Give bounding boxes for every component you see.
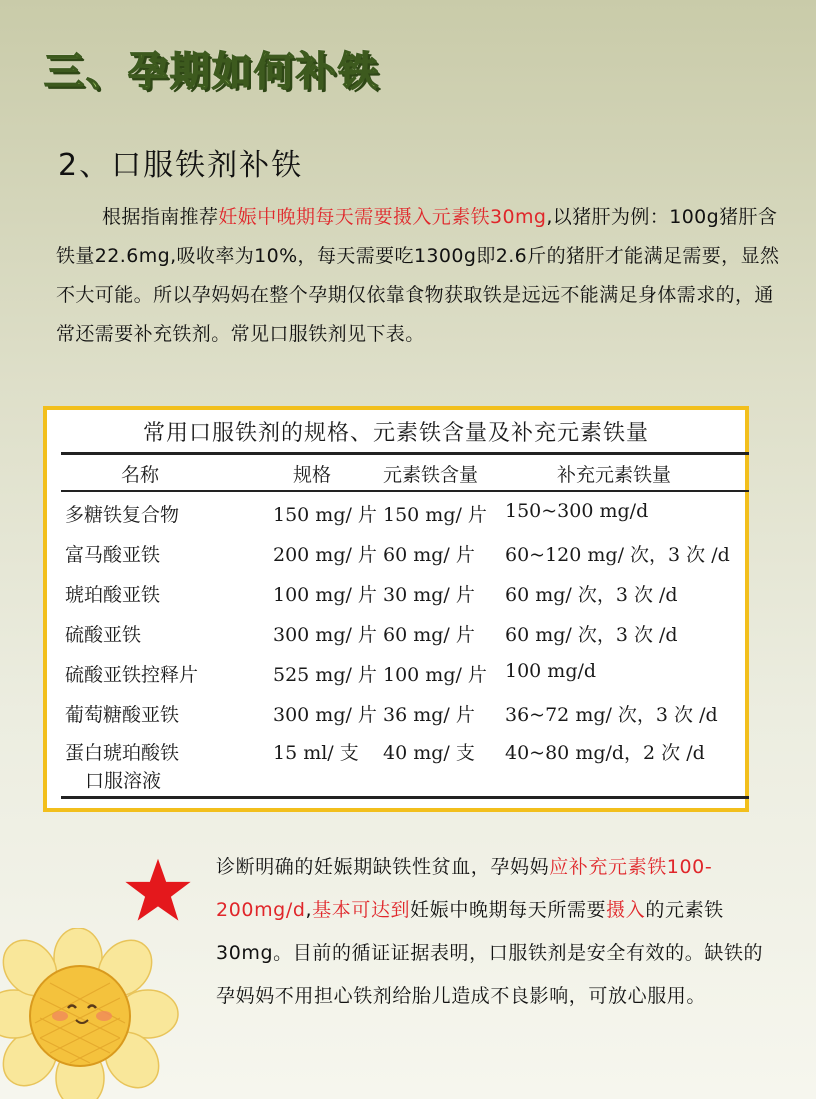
cell-supplement: 100 mg/d [505, 660, 597, 682]
cell-name-line2: 口服溶液 [85, 770, 162, 792]
cell-name: 硫酸亚铁控释片 [65, 664, 199, 686]
cell-name: 葡萄糖酸亚铁 [65, 704, 180, 726]
para-text-2: ,以猪肝为例：100g猪肝含铁量22.6mg,吸收率为10%，每天需要吃1300g即2.6斤的猪肝才能满足需要，显然不大可能。所以孕妈妈在整个孕期仅依靠食物获取铁是远远不能满足身体需求的，通常还需要补充铁剂。常见口服铁剂见下表。 [56, 206, 780, 345]
conclusion-note [216, 846, 776, 1018]
table-header-rule [61, 490, 749, 492]
cell-supplement: 36~72 mg/ 次，3 次 /d [505, 704, 718, 726]
note-text-1: 诊断明确的妊娠期缺铁性贫血，孕妈妈 [216, 856, 550, 878]
cell-spec: 200 mg/ 片 [273, 544, 377, 566]
cell-supplement: 60 mg/ 次，3 次 /d [505, 584, 678, 606]
sunflower-mascot [0, 928, 200, 1099]
note-red-3: 摄入 [606, 899, 646, 921]
note-red-2: 基本可达到 [312, 899, 411, 921]
cell-name: 富马酸亚铁 [65, 544, 161, 566]
header-name: 名称 [121, 464, 160, 486]
cell-name: 琥珀酸亚铁 [65, 584, 161, 606]
note-text-4: 的元素铁30mg。目前的循证证据表明，口服铁剂是安全有效的。缺铁的孕妈妈不用担心铁剂给胎儿造成不良影响，可放心服用。 [216, 899, 764, 1007]
section-title: 三、孕期如何补铁 [44, 49, 380, 95]
cell-iron: 36 mg/ 片 [383, 704, 475, 726]
note-red-1: 应补充元素铁100-200mg/d [216, 856, 713, 921]
table-bottom-rule [61, 796, 749, 799]
cell-spec: 525 mg/ 片 [273, 664, 377, 686]
cell-iron: 30 mg/ 片 [383, 584, 475, 606]
cell-supplement: 60~120 mg/ 次，3 次 /d [505, 544, 730, 566]
cell-iron: 60 mg/ 片 [383, 624, 475, 646]
cell-supplement: 60 mg/ 次，3 次 /d [505, 624, 678, 646]
iron-supplement-table [43, 406, 749, 812]
cell-name: 硫酸亚铁 [65, 624, 142, 646]
cell-iron: 150 mg/ 片 [383, 504, 487, 526]
cell-iron: 100 mg/ 片 [383, 664, 487, 686]
intro-paragraph [56, 198, 784, 354]
subsection-title: 2、口服铁剂补铁 [58, 148, 304, 183]
table-title: 常用口服铁剂的规格、元素铁含量及补充元素铁量 [142, 421, 649, 446]
note-text-2: , [305, 899, 313, 921]
cell-spec: 15 ml/ 支 [273, 742, 359, 764]
header-spec: 规格 [293, 464, 332, 486]
header-iron-content: 元素铁含量 [383, 464, 479, 486]
star-icon [124, 856, 192, 924]
para-text-1: 根据指南推荐 [102, 206, 219, 228]
para-highlight: 妊娠中晚期每天需要摄入元素铁30mg [218, 206, 547, 228]
table-top-rule [61, 452, 749, 455]
note-text-3: 妊娠中晚期每天所需要 [410, 899, 607, 921]
cell-name: 蛋白琥珀酸铁 [65, 742, 180, 764]
cell-supplement: 40~80 mg/d，2 次 /d [505, 742, 705, 764]
cell-iron: 60 mg/ 片 [383, 544, 475, 566]
cell-name: 多糖铁复合物 [65, 504, 180, 526]
cell-spec: 150 mg/ 片 [273, 504, 377, 526]
cell-spec: 100 mg/ 片 [273, 584, 377, 606]
cell-supplement: 150~300 mg/d [505, 500, 649, 522]
cell-spec: 300 mg/ 片 [273, 704, 377, 726]
header-supplement: 补充元素铁量 [557, 464, 672, 486]
cell-iron: 40 mg/ 支 [383, 742, 475, 764]
cell-spec: 300 mg/ 片 [273, 624, 377, 646]
